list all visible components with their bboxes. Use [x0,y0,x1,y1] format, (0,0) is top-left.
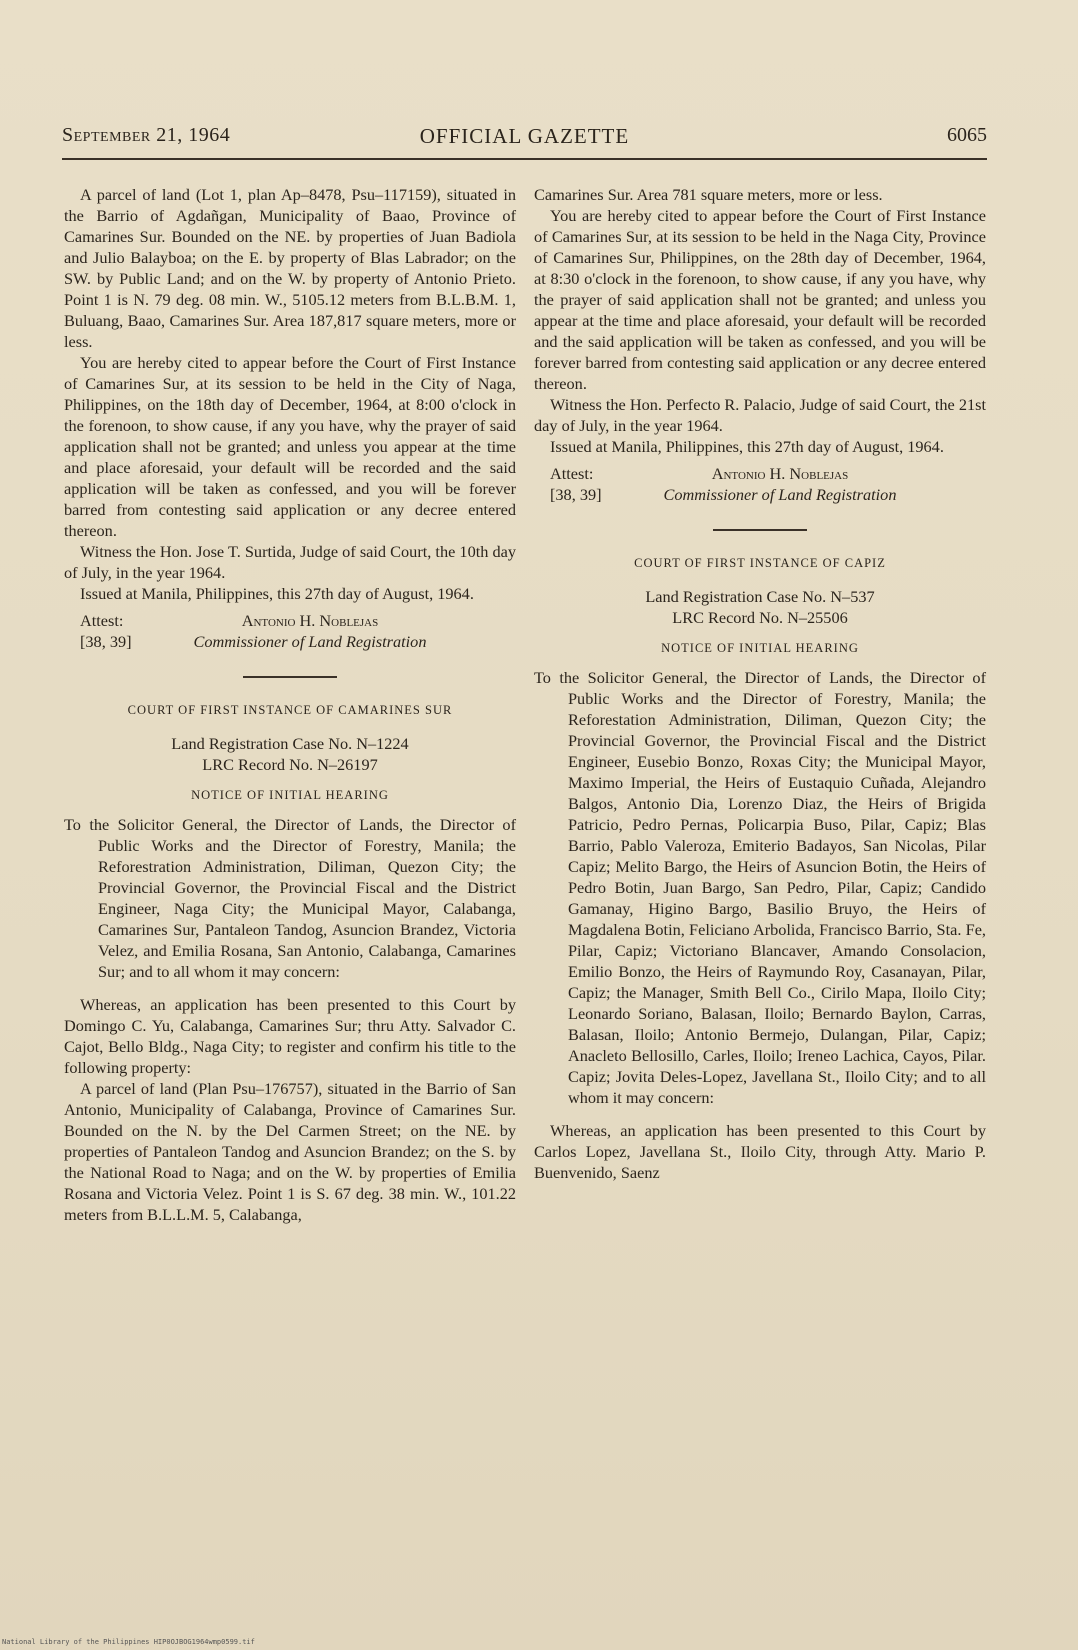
left-court-heading: COURT OF FIRST INSTANCE OF CAMARINES SUR [127,703,453,717]
scan-footer: National Library of the Philippines HIP0OJBOG1964wmp0599.tif [2,1638,255,1646]
right-addressees: To the Solicitor General, the Director of Lands, the Director of Public Works and the Director of Forestry, Manila; the Reforestation Administration, Diliman, Quezon City; the Provincial Governor, the Provincial Fiscal and the District Engineer, Eusebio Bonzo, Roxas City; the Municipal Mayor, Maximo Imperial, the Heirs of Eustaquio Cuñada, Alejandro Balgos, Antonio Dia, Lorenzo Diaz, the Heirs of Brigida Patricio, Pedro Pernas, Policarpia Buso, Pilar, Capiz; Blas Barrio, Pablo Valeroza, Emiterio Badayos, San Nicolas, Pilar Capiz; Melito Bargo, the Heirs of Asuncion Botin, the Heirs of Pedro Botin, Juan Bargo, San Pedro, Pilar, Capiz; Candido Gamanay, Higino Bargo, Basilio Bruyo, the Heirs of Magdalena Botin, Feliciano Arbolida, Francisco Barrio, Sta. Fe, Pilar, Capiz; Victoriano Blancaver, Amando Consolacion, Emilio Bonzo, the Heirs of Raymundo Roy, Casanayan, Pilar, Capiz; the Manager, Smith Bell Co., Cirilo Mapa, Iloilo City; Leonardo Soriano, Balasan, Iloilo; Bernardo Baylon, Carras, Balasan, Iloilo; Antonio Bermejo, Dulangan, Pilar, Capiz; Anacleto Bellosillo, Carles, Iloilo; Ireneo Lachica, Cayos, Pilar. Capiz; Jovita Deles-Lopez, Javellana St., Iloilo City; and to all whom it may concern: [534,668,986,1107]
header-date: September 21, 1964 [62,124,231,146]
left-addressees: To the Solicitor General, the Director of Lands, the Director of Public Works and the Director of Forestry, Manila; the Reforestration Administration, Diliman, Quezon City; the Provincial Governor, the Provincial Fiscal and the District Engineer, Naga City; the Municipal Mayor, Calabanga, Camarines Sur, Pantaleon Tandog, Asuncion Brandez, Victoria Velez, and Emilia Rosana, San Antonio, Calabanga, Camarines Sur; and to all whom it may concern: [64,815,516,981]
right-citation-paragraph: You are hereby cited to appear before the Court of First Instance of Camarines Sur, at its session to be held in the Naga City, Province of Camarines Sur, Philippines, on the 28th day of December, 1964, at 8:30 o'clock in the forenoon, to show cause, if any you have, why the prayer of said application shall not be granted; and unless you appear at the time and place aforesaid, your default will be recorded and the said application will be taken as confessed, and you will be forever barred from contesting said application or any decree entered thereon. [534,206,986,393]
left-case-number: Land Registration Case No. N–1224 [171,734,409,753]
left-attest-label: Attest: [80,611,124,630]
right-witness-paragraph: Witness the Hon. Perfecto R. Palacio, Judge of said Court, the 21st day of July, in the year 1964. [534,395,986,435]
left-property-paragraph: A parcel of land (Plan Psu–176757), situated in the Barrio of San Antonio, Municipality of Calabanga, Province of Camarines Sur. Bounded on the N. by the Del Carmen Street; on the NE. by properties of Pantaleon Tandog and Asuncion Brandez; on the S. by the National Road to Naga; and on the W. by properties of Emilia Rosana and Victoria Velez. Point 1 is S. 67 deg. 38 min. W., 101.22 meters from B.L.L.M. 5, Calabanga, [64,1079,516,1224]
header-page-number: 6065 [947,124,987,146]
left-section-divider [243,676,337,678]
left-attest-block [64,610,516,652]
left-issued-paragraph: Issued at Manila, Philippines, this 27th day of August, 1964. [80,584,474,603]
left-parcel-description: A parcel of land (Lot 1, plan Ap–8478, Psu–117159), situated in the Barrio of Agdañgan, Municipality of Baao, Province of Camarines Sur. Bounded on the NE. by properties of Juan Badiola and Julio Balayboa; on the E. by property of Blas Labrador; on the SW. by Public Land; and on the W. by property of Antonio Prieto. Point 1 is N. 79 deg. 08 min. W., 5105.12 meters from B.L.B.M. 1, Buluang, Baao, Camarines Sur. Area 187,817 square meters, more or less. [64,185,516,351]
right-case-number: Land Registration Case No. N–537 [645,587,875,606]
right-attest-title: Commissioner of Land Registration [663,485,897,504]
right-notice-heading: NOTICE OF INITIAL HEARING [661,641,859,655]
right-issued-paragraph: Issued at Manila, Philippines, this 27th day of August, 1964. [550,437,944,456]
right-area-continuation: Camarines Sur. Area 781 square meters, more or less. [534,185,883,204]
right-court-heading: COURT OF FIRST INSTANCE OF CAPIZ [634,556,886,570]
header-rule [62,158,987,160]
left-notice-heading: NOTICE OF INITIAL HEARING [191,788,389,802]
left-attest-ref: [38, 39] [80,632,132,651]
header-title: OFFICIAL GAZETTE [419,124,630,148]
left-column [64,184,516,1225]
left-application-paragraph: Whereas, an application has been presented to this Court by Domingo C. Yu, Calabanga, Camarines Sur; thru Atty. Salvador C. Cajot, Bello Bldg., Naga City; to register and confirm his title to the following property: [64,995,516,1077]
page-header [62,124,987,148]
right-attest-block [534,463,986,505]
right-attest-label: Attest: [550,464,594,483]
left-lrc-record: LRC Record No. N–26197 [202,755,378,774]
left-witness-paragraph: Witness the Hon. Jose T. Surtida, Judge of said Court, the 10th day of July, in the year 1964. [64,542,516,582]
right-attest-ref: [38, 39] [550,485,602,504]
right-application-paragraph: Whereas, an application has been presented to this Court by Carlos Lopez, Javellana St., Iloilo City, through Atty. Mario P. Buenvenido, Saenz [534,1121,986,1182]
right-attest-name: Antonio H. Noblejas [711,464,849,483]
right-column [534,184,986,1183]
left-attest-name: Antonio H. Noblejas [241,611,379,630]
right-lrc-record: LRC Record No. N–25506 [672,608,848,627]
left-citation-paragraph: You are hereby cited to appear before the Court of First Instance of Camarines Sur, at its session to be held in the City of Naga, Philippines, on the 18th day of December, 1964, at 8:00 o'clock in the forenoon, to show cause, if any you have, why the prayer of said application shall not be granted; and unless you appear at the time and place aforesaid, your default will be recorded and the said application will be taken as confessed, and you will be forever barred from contesting said application or any decree entered thereon. [64,353,516,540]
right-section-divider [713,529,807,531]
left-attest-title: Commissioner of Land Registration [193,632,427,651]
